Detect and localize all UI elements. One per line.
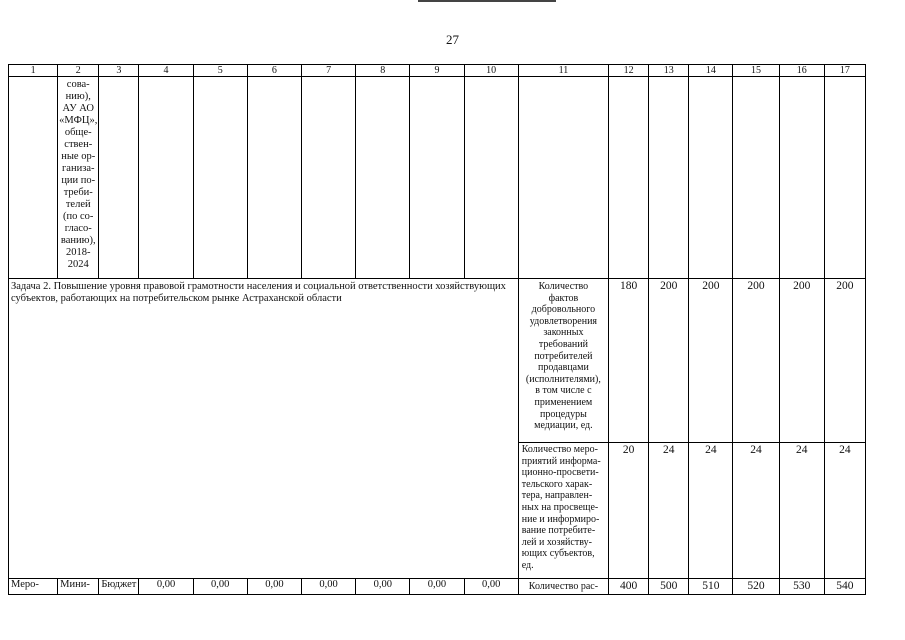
table-cell	[99, 77, 139, 279]
table-cell	[356, 77, 410, 279]
col-header: 13	[649, 65, 689, 77]
value-cell: 200	[779, 279, 824, 443]
col-header: 3	[99, 65, 139, 77]
table-cell	[824, 77, 865, 279]
finance-cell: 0,00	[410, 579, 464, 595]
value-cell: 510	[689, 579, 733, 595]
value-cell: 24	[689, 443, 733, 579]
value-cell: 20	[609, 443, 649, 579]
header-row	[9, 65, 866, 77]
value-cell: 200	[649, 279, 689, 443]
value-cell: 24	[733, 443, 779, 579]
table-cell	[193, 77, 247, 279]
table-cell	[518, 77, 608, 279]
table-cell	[410, 77, 464, 279]
col-header: 11	[518, 65, 608, 77]
table-cell	[779, 77, 824, 279]
table-cell	[649, 77, 689, 279]
table-row	[9, 579, 866, 595]
table-cell	[139, 77, 193, 279]
table-cell	[247, 77, 301, 279]
col-header: 4	[139, 65, 193, 77]
task-heading: Задача 2. Повышение уровня правовой грамотности населения и социальной ответственности хозяйствующих субъектов, работающих на потребительском рынке Астраханской области	[9, 279, 519, 579]
executor-cell: Мини-	[58, 579, 99, 595]
value-cell: 200	[689, 279, 733, 443]
table-cell	[9, 77, 58, 279]
indicator-cell: Количество меро- приятий информа- ционно-просвети- тельского харак- тера, направлен- ных на просвеще- ние и информиро- вание потребите- лей и хозяйству- ющих субъектов, ед.	[518, 443, 608, 579]
col-header: 15	[733, 65, 779, 77]
program-table	[8, 64, 866, 595]
table-cell	[689, 77, 733, 279]
measure-cell: Меро-	[9, 579, 58, 595]
col-header: 7	[302, 65, 356, 77]
value-cell: 540	[824, 579, 865, 595]
col-header: 9	[410, 65, 464, 77]
value-cell: 530	[779, 579, 824, 595]
value-cell: 24	[824, 443, 865, 579]
table-cell	[609, 77, 649, 279]
value-cell: 200	[824, 279, 865, 443]
col-header: 17	[824, 65, 865, 77]
table-row	[9, 77, 866, 279]
source-cell: Бюджет	[99, 579, 139, 595]
col-header: 2	[58, 65, 99, 77]
indicator-cell: Количество рас-	[518, 579, 608, 595]
table-row	[9, 279, 866, 443]
col-header: 5	[193, 65, 247, 77]
table-cell	[464, 77, 518, 279]
value-cell: 400	[609, 579, 649, 595]
col-header: 1	[9, 65, 58, 77]
page-number: 27	[446, 32, 459, 47]
col-header: 8	[356, 65, 410, 77]
value-cell: 500	[649, 579, 689, 595]
value-cell: 200	[733, 279, 779, 443]
finance-cell: 0,00	[139, 579, 193, 595]
col-header: 14	[689, 65, 733, 77]
value-cell: 520	[733, 579, 779, 595]
finance-cell: 0,00	[356, 579, 410, 595]
value-cell: 180	[609, 279, 649, 443]
table-cell	[302, 77, 356, 279]
col-header: 10	[464, 65, 518, 77]
finance-cell: 0,00	[247, 579, 301, 595]
col-header: 6	[247, 65, 301, 77]
indicator-cell: Количество фактов добровольного удовлетворения законных требований потребителей продавцами (исполнителями), в том числе с применением процедуры медиации, ед.	[518, 279, 608, 443]
col-header: 16	[779, 65, 824, 77]
finance-cell: 0,00	[464, 579, 518, 595]
finance-cell: 0,00	[193, 579, 247, 595]
top-rule	[418, 0, 556, 2]
executor-cell: сова- нию), АУ АО «МФЦ», обще- ствен- ные ор- ганиза- ции по- треби- телей (по со- гласо- ванию), 2018- 2024	[58, 77, 99, 279]
finance-cell: 0,00	[302, 579, 356, 595]
table-cell	[733, 77, 779, 279]
value-cell: 24	[649, 443, 689, 579]
col-header: 12	[609, 65, 649, 77]
value-cell: 24	[779, 443, 824, 579]
